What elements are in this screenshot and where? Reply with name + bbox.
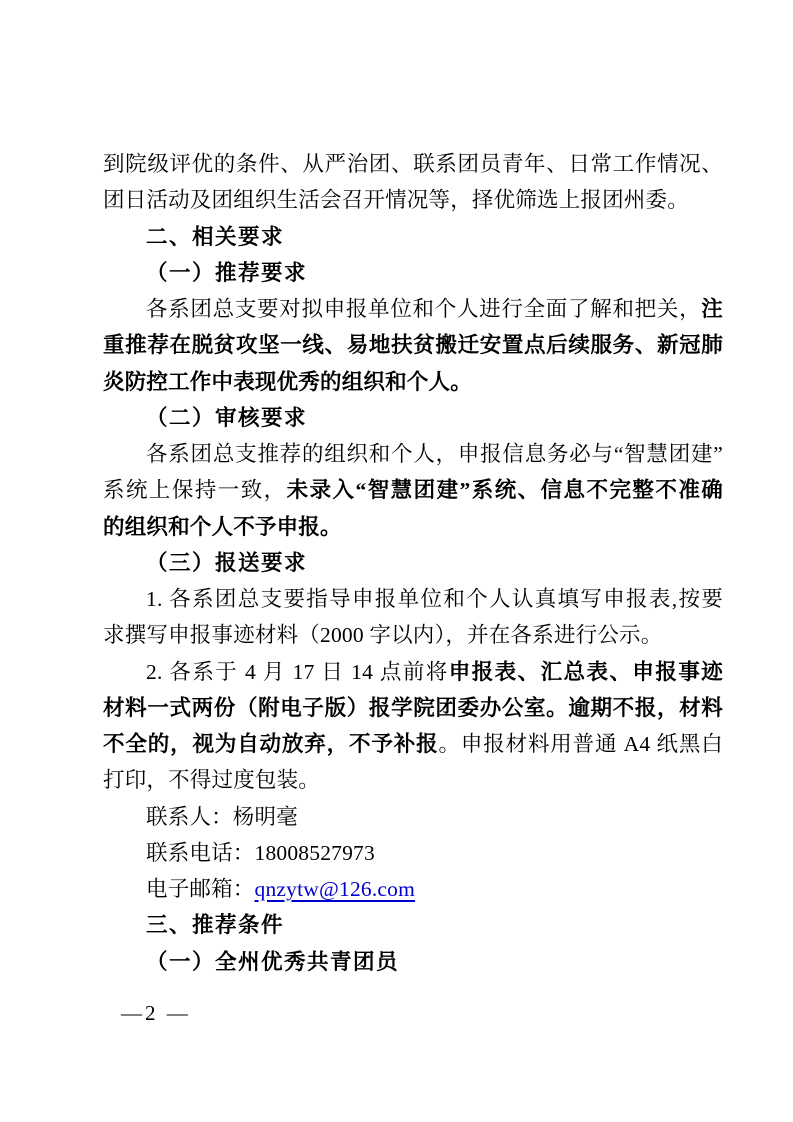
document-body	[103, 146, 723, 980]
text-segment: 系统上保持一致，	[103, 478, 287, 503]
text-segment: 联系电话：18008527973	[146, 840, 375, 865]
text-segment: （一）全州优秀共青团员	[146, 949, 400, 974]
text-line	[103, 799, 723, 835]
text-line	[103, 291, 723, 327]
text-segment: 。申报材料用普通 A4 纸黑白	[438, 732, 723, 756]
text-line	[103, 255, 723, 291]
text-line	[103, 617, 723, 653]
text-line	[103, 472, 723, 508]
text-segment: 电子邮箱：	[146, 877, 255, 901]
text-line	[103, 690, 723, 726]
text-segment: 2. 各系于 4 月 17 日 14 点前将	[146, 659, 449, 684]
text-line	[103, 581, 723, 617]
text-segment: 注	[701, 297, 723, 321]
text-segment: 三、推荐条件	[146, 913, 285, 938]
text-segment: （二）审核要求	[146, 405, 308, 430]
text-line	[103, 545, 723, 581]
text-segment: 的组织和个人不予申报。	[103, 514, 342, 539]
text-line	[103, 436, 723, 472]
text-line	[103, 762, 723, 798]
text-segment: 重推荐在脱贫攻坚一线、易地扶贫搬迁安置点后续服务、新冠肺	[103, 333, 723, 358]
text-segment: 不全的，视为自动放弃，不予补报	[103, 732, 439, 756]
text-line	[103, 871, 723, 907]
text-line	[103, 944, 723, 980]
text-segment: 求撰写申报事迹材料（2000 字以内），并在各系进行公示。	[103, 623, 663, 648]
text-segment: 各系团总支要对拟申报单位和个人进行全面了解和把关，	[146, 297, 702, 321]
text-segment: 炎防控工作中表现优秀的组织和个人。	[103, 369, 472, 394]
text-segment: 材料一式两份（附电子版）报学院团委办公室。逾期不报，材料	[103, 695, 723, 720]
text-line	[103, 835, 723, 871]
text-segment: 未录入“智慧团建”系统、信息不完整不准确	[286, 478, 723, 503]
page-number: —2 —	[121, 1001, 191, 1025]
text-line	[103, 907, 723, 943]
text-line	[103, 726, 723, 762]
text-segment: 打印，不得过度包装。	[103, 768, 321, 793]
text-line	[103, 400, 723, 436]
text-line	[103, 182, 723, 218]
text-segment: 到院级评优的条件、从严治团、联系团员青年、日常工作情况、	[103, 152, 723, 176]
text-line	[103, 219, 723, 255]
text-line	[103, 146, 723, 182]
text-line	[103, 327, 723, 363]
text-line	[103, 654, 723, 690]
email-link[interactable]: qnzytw@126.com	[254, 877, 416, 901]
text-line	[103, 364, 723, 400]
text-segment: 团日活动及团组织生活会召开情况等，择优筛选上报团州委。	[103, 188, 689, 213]
text-segment: 二、相关要求	[146, 224, 285, 249]
text-segment: 各系团总支推荐的组织和个人，申报信息务必与“智慧团建”	[146, 442, 723, 466]
text-segment: （三）报送要求	[146, 550, 308, 575]
text-segment: 联系人：杨明毫	[146, 804, 298, 829]
text-segment: 申报表、汇总表、申报事迹	[448, 659, 723, 684]
text-segment: （一）推荐要求	[146, 260, 308, 285]
text-segment: 1. 各系团总支要指导申报单位和个人认真填写申报表,按要	[146, 587, 723, 611]
text-line	[103, 509, 723, 545]
